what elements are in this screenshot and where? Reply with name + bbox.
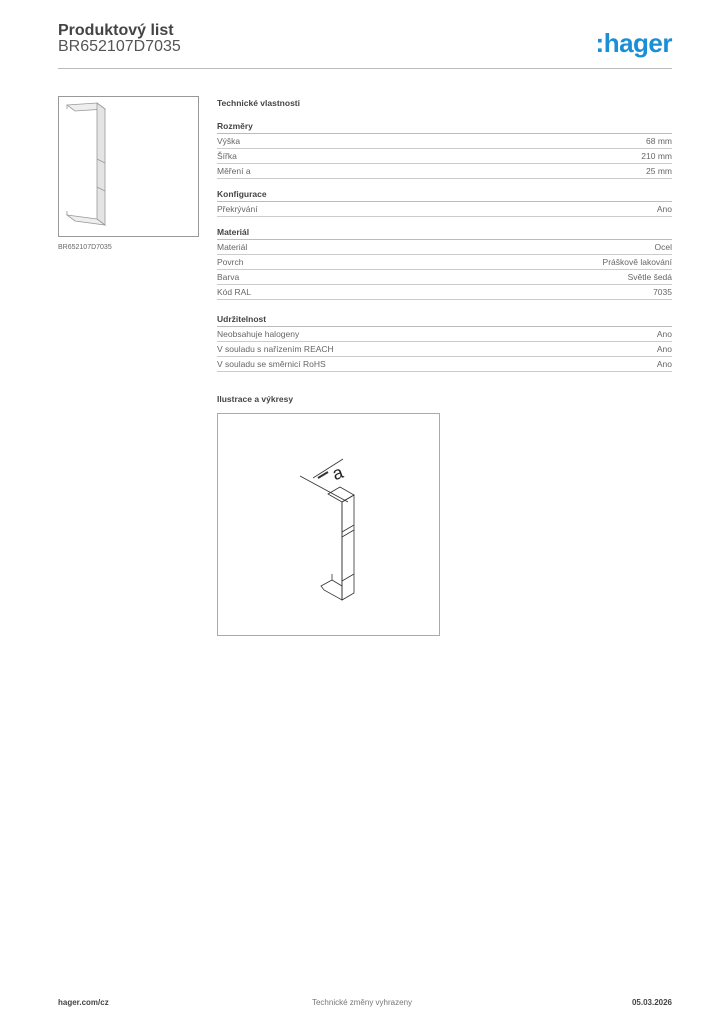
row-value: 7035 <box>653 287 672 297</box>
row-label: Povrch <box>217 257 244 267</box>
table-row <box>217 202 672 217</box>
footer-date: 05.03.2026 <box>631 998 672 1007</box>
row-value: Ano <box>656 344 672 354</box>
table-row <box>217 164 672 179</box>
row-label: V souladu se směrnicí RoHS <box>217 359 326 369</box>
header-divider <box>58 68 672 69</box>
row-value: Ocel <box>654 242 672 252</box>
page-title: Produktový list <box>58 22 174 39</box>
table-row <box>217 134 672 149</box>
dimension-drawing-icon <box>218 414 439 635</box>
row-value: Ano <box>656 359 672 369</box>
technical-drawing <box>217 413 440 636</box>
table-row <box>217 255 672 270</box>
row-value: 210 mm <box>641 151 672 161</box>
hager-logo: :hager <box>595 28 672 58</box>
row-label: Neobsahuje halogeny <box>217 329 300 339</box>
table-row <box>217 357 672 372</box>
row-value: 68 mm <box>646 136 672 146</box>
row-label: Měření a <box>217 166 251 176</box>
section-title: Materiál <box>217 225 672 240</box>
technical-properties-title: Technické vlastnosti <box>217 98 300 108</box>
dimension-label: a <box>329 461 346 485</box>
table-row <box>217 240 672 255</box>
row-value: Ano <box>656 204 672 214</box>
table-row <box>217 270 672 285</box>
row-label: Barva <box>217 272 240 282</box>
row-label: Kód RAL <box>217 287 252 297</box>
row-value: Světle šedá <box>627 272 672 282</box>
row-label: Materiál <box>217 242 248 252</box>
row-value: Ano <box>656 329 672 339</box>
section-title: Rozměry <box>217 119 672 134</box>
table-row <box>217 149 672 164</box>
table-row <box>217 342 672 357</box>
section-title: Konfigurace <box>217 187 672 202</box>
product-bracket-icon <box>59 97 198 236</box>
product-image <box>58 96 199 237</box>
table-row <box>217 285 672 300</box>
technical-properties <box>217 96 672 636</box>
row-label: Překrývání <box>217 204 258 214</box>
section-title: Udržitelnost <box>217 312 672 327</box>
row-label: Výška <box>217 136 241 146</box>
table-row <box>217 327 672 342</box>
footer-note: Technické změny vyhrazeny <box>311 998 413 1007</box>
row-label: Šířka <box>217 151 237 161</box>
footer-website-link[interactable]: hager.com/cz <box>58 998 109 1007</box>
product-image-caption: BR652107D7035 <box>58 244 112 251</box>
row-value: Práškově lakování <box>602 257 672 267</box>
illustrations-title: Ilustrace a výkresy <box>217 394 294 404</box>
row-value: 25 mm <box>646 166 672 176</box>
row-label: V souladu s nařízením REACH <box>217 344 334 354</box>
product-code: BR652107D7035 <box>58 38 181 55</box>
